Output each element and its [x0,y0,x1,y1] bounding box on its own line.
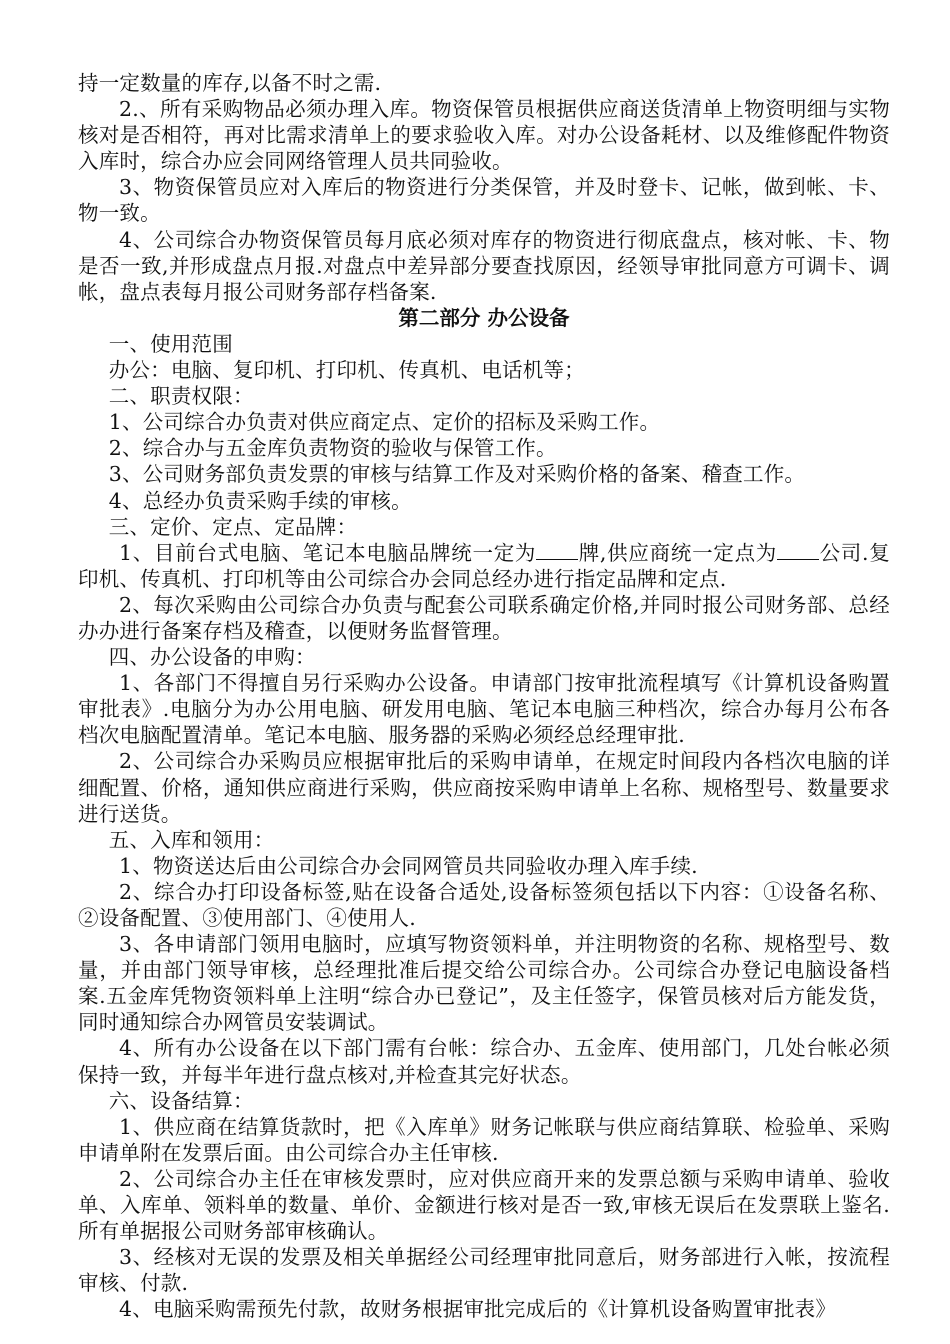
paragraph: 2.、所有采购物品必须办理入库。物资保管员根据供应商送货清单上物资明细与实物核对是否相符，再对比需求清单上的要求验收入库。对办公设备耗材、以及维修配件物资入库时，综合办应会同网络管理人员共同验收。 [78,97,890,174]
paragraph: 2、综合办打印设备标签,贴在设备合适处,设备标签须包括以下内容：①设备名称、②设备配置、③使用部门、④使用人. [78,879,890,930]
paragraph: 1、供应商在结算货款时，把《入库单》财务记帐联与供应商结算联、检验单、采购申请单附在发票后面。由公司综合办主任审核. [78,1114,890,1165]
subheading: 二、职责权限： [108,384,254,409]
paragraph: 持一定数量的库存,以备不时之需. [78,71,382,95]
blank-underline [536,541,578,560]
paragraph: 2、综合办与五金库负责物资的验收与保管工作。 [108,436,557,461]
paragraph: 4、电脑采购需预先付款，故财务根据审批完成后的《计算机设备购置审批表》 [119,1297,837,1322]
subheading: 一、使用范围 [108,331,233,356]
paragraph: 3、公司财务部负责发票的审核与结算工作及对采购价格的备案、稽查工作。 [108,462,806,487]
paragraph: 2、公司综合办采购员应根据审批后的采购申请单，在规定时间段内各档次电脑的详细配置、价格，通知供应商进行采购，供应商按采购申请单上名称、规格型号、数量要求进行送货。 [78,749,890,826]
paragraph-with-blanks [78,540,890,592]
subheading: 四、办公设备的申购： [108,645,316,670]
paragraph: 1、物资送达后由公司综合办会同网管员共同验收办理入库手续. [119,853,698,878]
paragraph: 4、公司综合办物资保管员每月底必须对库存的物资进行彻底盘点，核对帐、卡、物是否一致,并形成盘点月报.对盘点中差异部分要查找原因，经领导审批同意方可调卡、调帐，盘点表每月报公司财务部存档备案. [78,227,890,304]
subheading: 六、设备结算： [108,1088,254,1113]
paragraph: 1、公司综合办负责对供应商定点、定价的招标及采购工作。 [108,410,661,435]
text-segment: 1、目前台式电脑、笔记本电脑品牌统一定为 [119,540,537,565]
subheading: 三、定价、定点、定品牌： [108,514,358,539]
paragraph: 4、所有办公设备在以下部门需有台帐：综合办、五金库、使用部门，几处台帐必须保持一致，并每半年进行盘点核对,并检查其完好状态。 [78,1036,890,1087]
text-segment: 牌,供应商统一定点为 [578,540,778,565]
paragraph: 办公：电脑、复印机、打印机、传真机、电话机等； [108,358,585,383]
text-segment: 公司.复印机、传真机、打印机等由公司综合办会同总经办进行指定品牌和定点. [78,540,890,591]
blank-underline [777,541,819,560]
subheading: 五、入库和领用： [108,827,275,852]
paragraph: 2、公司综合办主任在审核发票时，应对供应商开来的发票总额与采购申请单、验收单、入库单、领料单的数量、单价、金额进行核对是否一致,审核无误后在发票联上鉴名.所有单据报公司财务部审核确认。 [78,1166,890,1244]
paragraph: 3、各申请部门领用电脑时，应填写物资领料单，并注明物资的名称、规格型号、数量，并由部门领导审核，总经理批准后提交给公司综合办。公司综合办登记电脑设备档案.五金库凭物资领料单上注明“综合办已登记”，及主任签字，保管员核对后方能发货，同时通知综合办网管员安装调试。 [78,932,890,1035]
paragraph: 4、总经办负责采购手续的审核。 [108,488,412,513]
paragraph: 1、各部门不得擅自另行采购办公设备。申请部门按审批流程填写《计算机设备购置审批表》.电脑分为办公用电脑、研发用电脑、笔记本电脑三种档次，综合办每月公布各档次电脑配置清单。笔记本电脑、服务器的采购必须经总经理审批. [78,671,890,748]
paragraph: 2、每次采购由公司综合办负责与配套公司联系确定价格,并同时报公司财务部、总经办办进行备案存档及稽查，以便财务监督管理。 [78,592,890,643]
paragraph: 3、经核对无误的发票及相关单据经公司经理审批同意后，财务部进行入帐，按流程审核、付款. [78,1245,890,1296]
section-heading: 第二部分 办公设备 [398,305,570,330]
paragraph: 3、物资保管员应对入库后的物资进行分类保管，并及时登卡、记帐，做到帐、卡、物一致。 [78,175,890,226]
